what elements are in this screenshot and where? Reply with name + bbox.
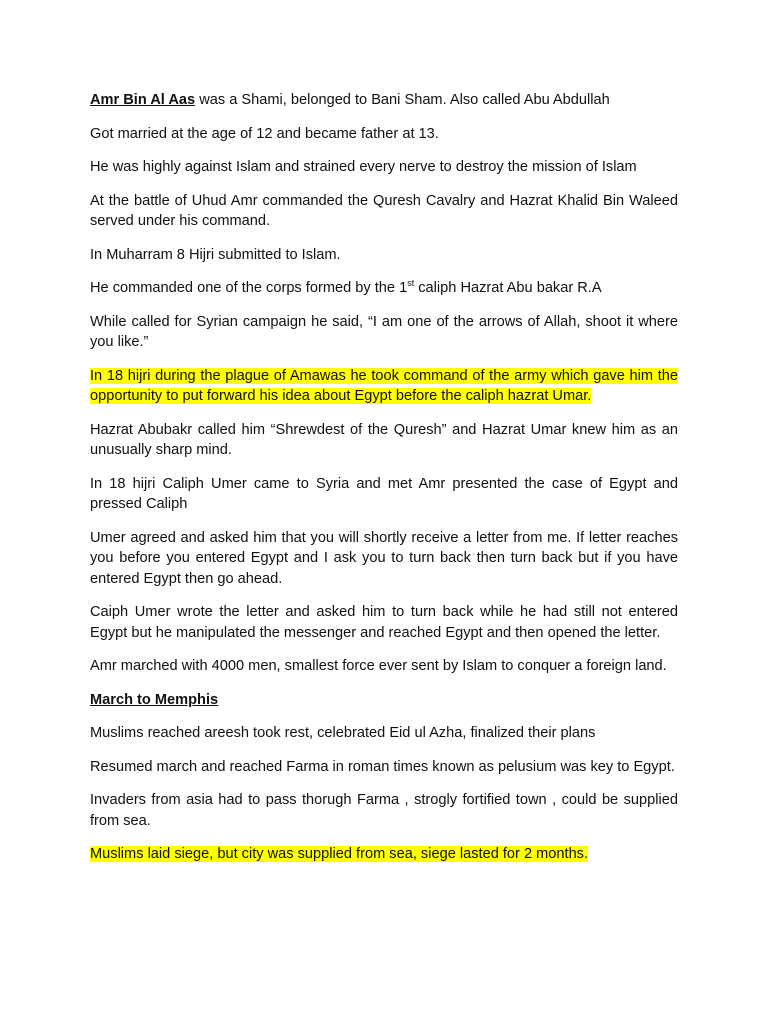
- corps-text-b: caliph Hazrat Abu bakar R.A: [414, 280, 602, 296]
- paragraph-invaders: Invaders from asia had to pass thorugh Farma , strogly fortified town , could be supplied from sea.: [90, 792, 678, 829]
- highlighted-text-siege: Muslims laid siege, but city was supplied from sea, siege lasted for 2 months.: [90, 846, 589, 862]
- paragraph-marriage: Got married at the age of 12 and became father at 13.: [90, 125, 439, 142]
- paragraph-against-islam: He was highly against Islam and strained every nerve to destroy the mission of Islam: [90, 159, 637, 175]
- paragraph-caliph-syria: In 18 hijri Caliph Umer came to Syria and met Amr presented the case of Egypt and pressed Caliph: [90, 475, 678, 512]
- paragraph-letter-opened: Caiph Umer wrote the letter and asked him to turn back while he had still not entered Egypt but he manipulated the messenger and reached Egypt and then opened the letter.: [90, 604, 678, 641]
- paragraph-army-size: Amr marched with 4000 men, smallest force ever sent by Islam to conquer a foreign land.: [90, 658, 667, 674]
- subject-name-heading: Amr Bin Al Aas: [90, 92, 196, 108]
- paragraph-plague-highlighted: [90, 366, 678, 407]
- paragraph-areesh: Muslims reached areesh took rest, celebrated Eid ul Azha, finalized their plans: [90, 725, 596, 741]
- paragraph-intro: [90, 90, 678, 111]
- paragraph-siege-highlighted: [90, 844, 678, 865]
- corps-text-a: He commanded one of the corps formed by the 1: [90, 280, 408, 296]
- paragraph-letter-agreement: Umer agreed and asked him that you will shortly receive a letter from me. If letter reaches you before you entered Egypt and I ask you to turn back then turn back but if you have entered Egypt then go ahead.: [90, 529, 678, 587]
- ordinal-superscript: st: [407, 278, 415, 289]
- paragraph-corps: [90, 278, 678, 299]
- intro-text: was a Shami, belonged to Bani Sham. Also called Abu Abdullah: [195, 92, 610, 108]
- section-heading-march-to-memphis: March to Memphis: [90, 691, 219, 708]
- paragraph-shrewdest: Hazrat Abubakr called him “Shrewdest of the Quresh” and Hazrat Umar knew him as an unusually sharp mind.: [90, 421, 678, 458]
- document-page: [90, 90, 678, 878]
- paragraph-submission: In Muharram 8 Hijri submitted to Islam.: [90, 246, 341, 263]
- paragraph-syrian-campaign: While called for Syrian campaign he said, “I am one of the arrows of Allah, shoot it where you like.”: [90, 313, 678, 350]
- paragraph-uhud: At the battle of Uhud Amr commanded the Quresh Cavalry and Hazrat Khalid Bin Waleed served under his command.: [90, 192, 678, 229]
- highlighted-text-plague: In 18 hijri during the plague of Amawas he took command of the army which gave him the opportunity to put forward his idea about Egypt before the caliph hazrat Umar.: [90, 367, 678, 404]
- paragraph-farma: Resumed march and reached Farma in roman times known as pelusium was key to Egypt.: [90, 758, 675, 775]
